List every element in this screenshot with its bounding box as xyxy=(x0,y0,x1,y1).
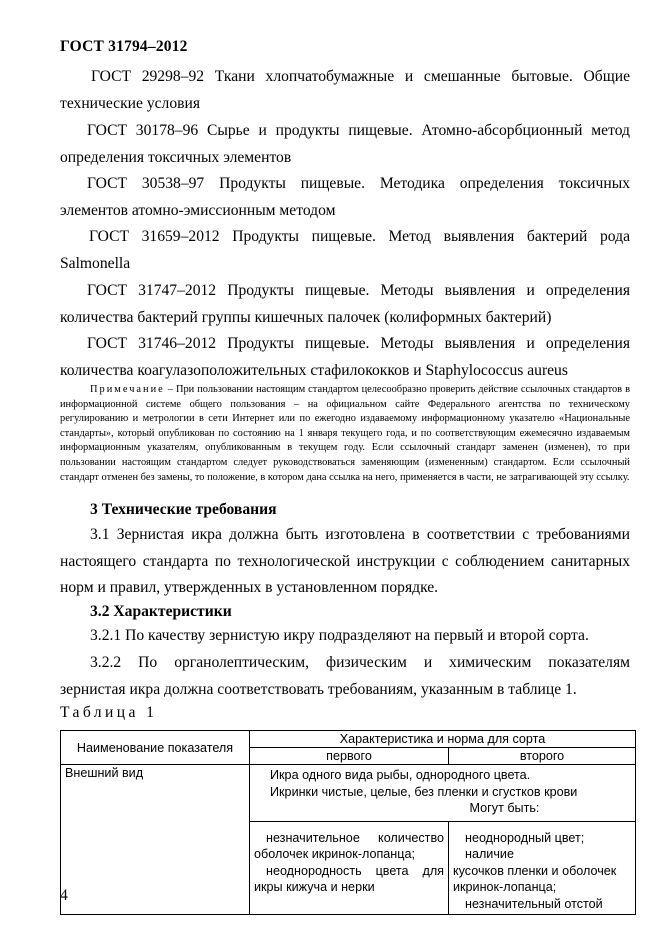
cell-second-grade: неоднородный цвет; наличие кусочков пленки и оболочек икринок-лопанца; незначительный отстой xyxy=(449,821,636,915)
paragraph-3-2-2: 3.2.2 По органолептическим, физическим и химическим показателям зернистая икра должна соответствовать требованиям, указанным в таблице 1. xyxy=(60,654,630,698)
cell-common-requirements: Икра одного вида рыбы, однородного цвета. Икринки чистые, целые, без пленки и сгустков крови Могут быть: xyxy=(250,765,636,822)
section-3-2-heading: 3.2 Характеристики xyxy=(90,603,232,620)
paragraph-3-1: 3.1 Зернистая икра должна быть изготовлена в соответствии с требованиями настоящего стандарта по технологической инструкции с соблюдением санитарных норм и правил, утвержденных в установленном порядке. xyxy=(60,526,630,596)
paragraph-3-2-1: 3.2.1 По качеству зернистую икру подразделяют на первый и второй сорта. xyxy=(90,627,589,644)
table-1 xyxy=(60,730,636,915)
reference-gost-31746: ГОСТ 31746–2012 Продукты пищевые. Методы выявления и определения количества коагулазоположительных стафилококков и Staphylococcus aureus xyxy=(60,335,630,379)
note-label: Примечание xyxy=(90,384,165,395)
note-text: – При пользовании настоящим стандартом целесообразно проверить действие ссылочных стандартов в информационной системе общего пользования – на официальном сайте Федерального агентства по техническому регулированию и метрологии в сети Интернет или по ежегодно издаваемому информационному указателю «Национальные стандарты», который опубликован по состоянию на 1 января текущего года, и по соответствующим ежемесячно издаваемым информационным указателям, опубликованным в текущем году. Если ссылочный стандарт заменен (изменен), то при пользовании настоящим стандартом следует руководствоваться заменяющим (измененным) стандартом. Если ссылочный стандарт отменен без замены, то положение, в котором дана ссылка на него, применяется в части, не затрагивающей эту ссылку. xyxy=(60,384,630,483)
table-header-row xyxy=(61,731,636,748)
reference-gost-31659: ГОСТ 31659–2012 Продукты пищевые. Метод выявления бактерий рода Salmonella xyxy=(60,228,630,272)
header-first-grade: первого xyxy=(250,748,449,765)
header-grade-group: Характеристика и норма для сорта xyxy=(250,731,636,748)
reference-gost-30178: ГОСТ 30178–96 Сырье и продукты пищевые. Атомно-абсорбционный метод определения токсичных элементов xyxy=(60,122,630,166)
table-row xyxy=(61,765,636,822)
section-3-heading: 3 Технические требования xyxy=(90,501,277,518)
page-number: 4 xyxy=(60,887,68,904)
row-name-appearance: Внешний вид xyxy=(61,765,250,915)
reference-gost-31747: ГОСТ 31747–2012 Продукты пищевые. Методы выявления и определения количества бактерий группы кишечных палочек (колиформных бактерий) xyxy=(60,282,630,326)
cell-first-grade: незначительное количество оболочек икринок-лопанца; неоднородность цвета для икры кижуча и нерки xyxy=(250,821,449,915)
standards-note xyxy=(60,383,630,485)
header-second-grade: второго xyxy=(449,748,636,765)
reference-gost-30538: ГОСТ 30538–97 Продукты пищевые. Методика определения токсичных элементов атомно-эмиссионным методом xyxy=(60,175,630,219)
reference-gost-29298: ГОСТ 29298–92 Ткани хлопчатобумажные и смешанные бытовые. Общие технические условия xyxy=(60,68,630,112)
document-header: ГОСТ 31794–2012 xyxy=(60,38,188,55)
table-caption: Таблица 1 xyxy=(60,704,158,721)
header-indicator-name: Наименование показателя xyxy=(61,731,250,765)
